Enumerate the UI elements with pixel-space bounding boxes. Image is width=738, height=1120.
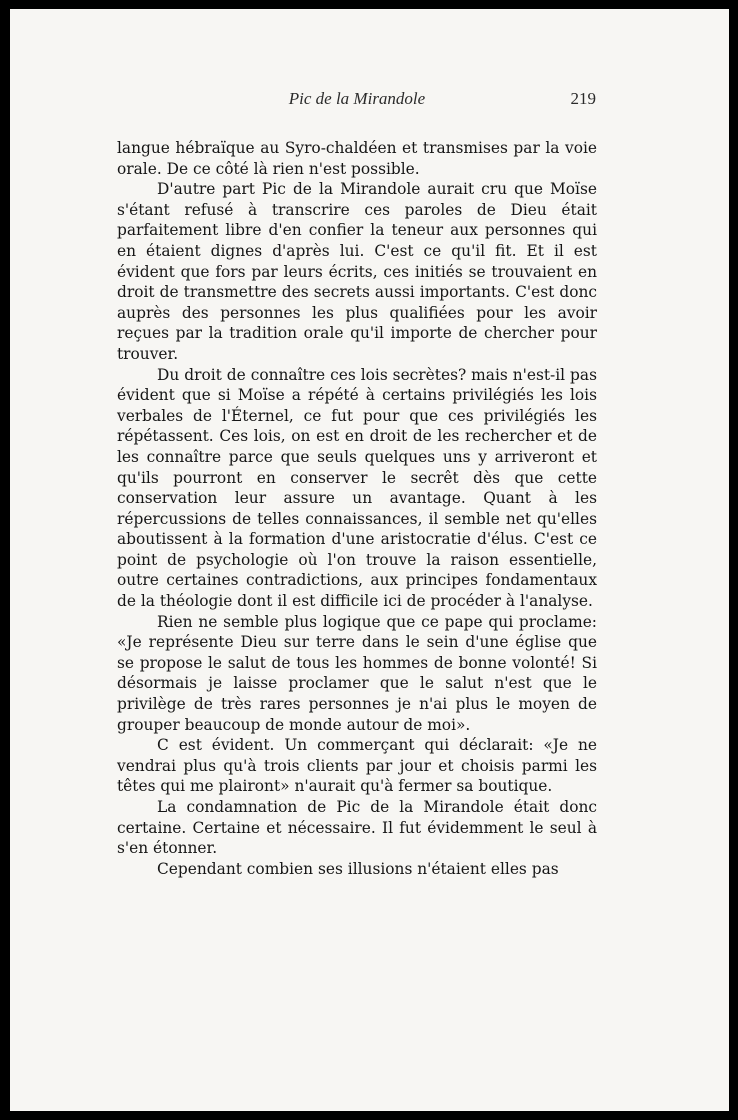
paragraph: Cependant combien ses illusions n'étaient elles pas bbox=[157, 859, 559, 878]
running-head bbox=[118, 87, 596, 111]
paragraph: C est évident. Un commerçant qui déclarait: «Je ne vendrai plus qu'à trois clients par jour et choisis parmi les têtes qui me plairont» n'aurait qu'à fermer sa boutique. bbox=[117, 736, 597, 796]
page-number: 219 bbox=[570, 89, 596, 108]
body-text bbox=[117, 138, 597, 879]
paragraph: langue hébraïque au Syro-chaldéen et transmises par la voie orale. De ce côté là rien n'est possible. bbox=[117, 139, 597, 178]
running-title: Pic de la Mirandole bbox=[288, 89, 426, 108]
paragraph: La condamnation de Pic de la Mirandole était donc certaine. Certaine et nécessaire. Il fut évidemment le seul à s'en étonner. bbox=[117, 798, 597, 858]
paragraph: D'autre part Pic de la Mirandole aurait cru que Moïse s'étant refusé à transcrire ces paroles de Dieu était parfaitement libre d'en confier la teneur aux personnes qui en étaient dignes d'après lui. C'est ce qu'il fit. Et il est évident que fors par leurs écrits, ces initiés se trouvaient en droit de transmettre des secrets aussi importants. C'est donc auprès des personnes les plus qualifiées pour les avoir reçues par la tradition orale qu'il importe de chercher pour trouver. bbox=[117, 180, 597, 363]
book-page bbox=[10, 9, 729, 1111]
paragraph: Du droit de connaître ces lois secrètes? mais n'est-il pas évident que si Moïse a répété à certains privilégiés les lois verbales de l'Éternel, ce fut pour que ces privilégiés les répétassent. Ces lois, on est en droit de les rechercher et de les connaître parce que seuls quelques uns y arriveront et qu'ils pourront en conserver le secrêt dès que cette conservation leur assure un avantage. Quant à les répercussions de telles connaissances, il semble net qu'elles aboutissent à la formation d'une aristocratie d'élus. C'est ce point de psychologie où l'on trouve la raison essentielle, outre certaines contradictions, aux principes fondamentaux de la théologie dont il est difficile ici de procéder à l'analyse. bbox=[117, 365, 597, 611]
paragraph: Rien ne semble plus logique que ce pape qui proclame: «Je représente Dieu sur terre dans le sein d'une église que se propose le salut de tous les hommes de bonne volonté! Si désormais je laisse proclamer que le salut n'est que le privilège de très rares personnes je n'ai plus le moyen de grouper beaucoup de monde autour de moi». bbox=[117, 612, 597, 734]
